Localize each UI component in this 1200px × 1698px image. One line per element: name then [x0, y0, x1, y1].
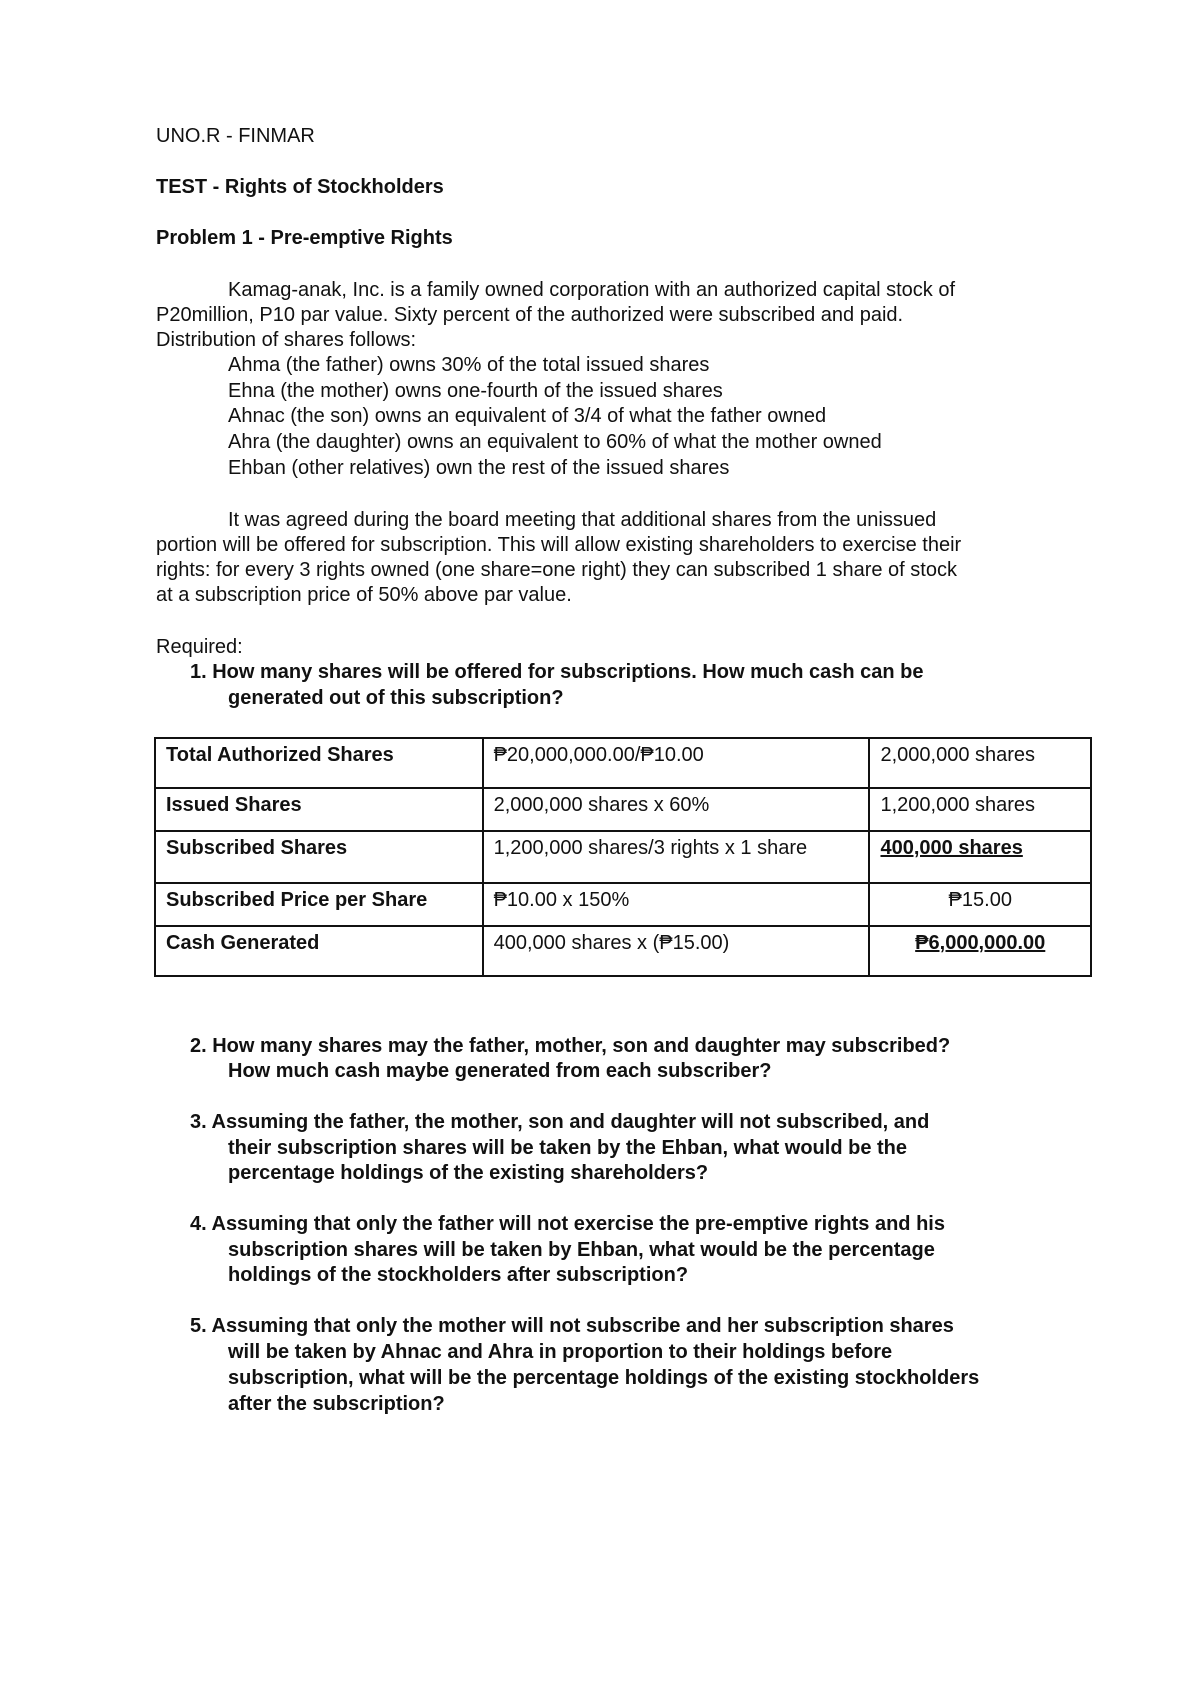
table-row [155, 831, 1091, 883]
question-4-line-1: 4. Assuming that only the father will not exercise the pre-emptive rights and his [190, 1213, 945, 1235]
row-label: Total Authorized Shares [155, 738, 483, 788]
question-2-line-2: How much cash maybe generated from each subscriber? [228, 1060, 772, 1082]
question-2-line-1: 2. How many shares may the father, mother, son and daughter may subscribed? [190, 1035, 951, 1057]
question-3-line-1: 3. Assuming the father, the mother, son and daughter will not subscribed, and [190, 1111, 930, 1133]
table-row [155, 883, 1091, 926]
row-computation: 1,200,000 shares/3 rights x 1 share [483, 831, 870, 883]
question-5-line-4: after the subscription? [228, 1393, 445, 1415]
intro-line-1: Kamag-anak, Inc. is a family owned corporation with an authorized capital stock of [228, 279, 956, 301]
question-3-line-3: percentage holdings of the existing shareholders? [228, 1162, 709, 1184]
problem-title: Problem 1 - Pre-emptive Rights [156, 227, 453, 249]
test-title: TEST - Rights of Stockholders [156, 176, 444, 198]
intro-line-2: P20million, P10 par value. Sixty percent of the authorized were subscribed and paid. [156, 304, 904, 326]
row-label: Issued Shares [155, 788, 483, 831]
agreement-line-4: at a subscription price of 50% above par value. [156, 584, 572, 606]
question-5-line-1: 5. Assuming that only the mother will not subscribe and her subscription shares [190, 1315, 954, 1337]
question-5-line-2: will be taken by Ahnac and Ahra in proportion to their holdings before [228, 1341, 893, 1363]
row-computation: 2,000,000 shares x 60% [483, 788, 870, 831]
question-4-line-3: holdings of the stockholders after subscription? [228, 1264, 689, 1286]
row-label: Subscribed Shares [155, 831, 483, 883]
agreement-line-2: portion will be offered for subscription. This will allow existing shareholders to exercise their [156, 534, 962, 556]
row-result: ₱15.00 [869, 883, 1091, 926]
table-row [155, 788, 1091, 831]
shareholder-item: Ahnac (the son) owns an equivalent of 3/4 of what the father owned [228, 405, 827, 427]
intro-line-3: Distribution of shares follows: [156, 329, 417, 351]
row-result: 2,000,000 shares [869, 738, 1091, 788]
computation-table [154, 737, 1092, 977]
row-label: Subscribed Price per Share [155, 883, 483, 926]
agreement-line-3: rights: for every 3 rights owned (one share=one right) they can subscribed 1 share of stock [156, 559, 957, 581]
question-1-line-2: generated out of this subscription? [228, 687, 564, 709]
row-result: 1,200,000 shares [869, 788, 1091, 831]
table-row [155, 738, 1091, 788]
shareholder-item: Ahma (the father) owns 30% of the total issued shares [228, 354, 710, 376]
row-computation: ₱20,000,000.00/₱10.00 [483, 738, 870, 788]
row-result: ₱6,000,000.00 [869, 926, 1091, 976]
required-label: Required: [156, 636, 243, 658]
shareholder-item: Ahra (the daughter) owns an equivalent to 60% of what the mother owned [228, 431, 882, 453]
row-label: Cash Generated [155, 926, 483, 976]
row-result: 400,000 shares [869, 831, 1091, 883]
row-computation: 400,000 shares x (₱15.00) [483, 926, 870, 976]
shareholder-item: Ehna (the mother) owns one-fourth of the issued shares [228, 380, 723, 402]
question-4-line-2: subscription shares will be taken by Ehban, what would be the percentage [228, 1239, 935, 1261]
table-row [155, 926, 1091, 976]
question-1-line-1: 1. How many shares will be offered for subscriptions. How much cash can be [190, 661, 924, 683]
course-header: UNO.R - FINMAR [156, 125, 315, 147]
agreement-line-1: It was agreed during the board meeting that additional shares from the unissued [228, 509, 937, 531]
shareholder-item: Ehban (other relatives) own the rest of the issued shares [228, 457, 730, 479]
question-3-line-2: their subscription shares will be taken by the Ehban, what would be the [228, 1137, 908, 1159]
row-computation: ₱10.00 x 150% [483, 883, 870, 926]
question-5-line-3: subscription, what will be the percentage holdings of the existing stockholders [228, 1367, 980, 1389]
